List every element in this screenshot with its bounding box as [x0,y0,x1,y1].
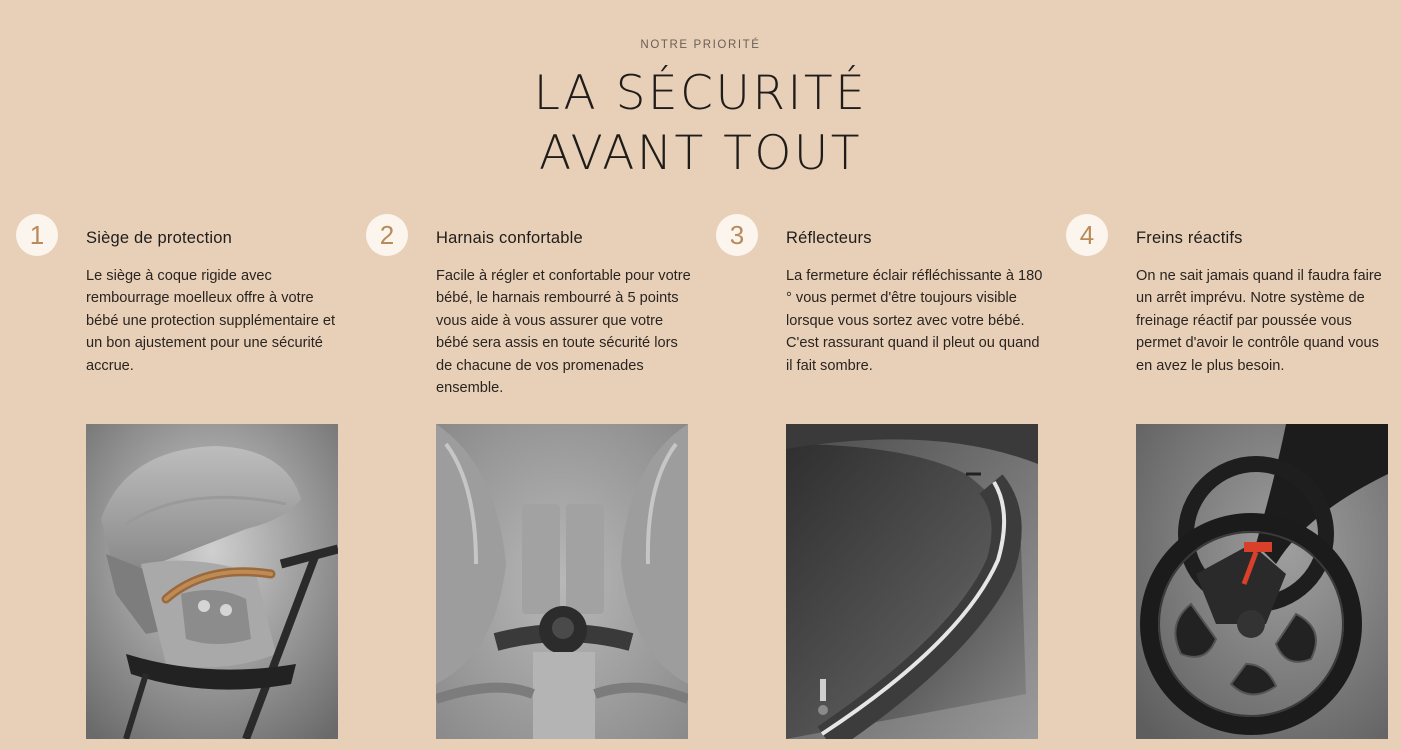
brake-wheels-photo [1136,424,1388,739]
section-eyebrow: NOTRE PRIORITÉ [640,39,761,51]
feature-number-badge: 1 [16,214,58,256]
headline-line-1: LA SÉCURITÉ [533,66,868,121]
harness-photo [436,424,688,739]
feature-title: Freins réactifs [1136,229,1243,247]
reflective-zipper-photo [786,424,1038,739]
headline-line-2: AVANT TOUT [538,126,863,181]
feature-card-reflectors [700,214,1050,750]
feature-card-brakes [1050,214,1400,750]
stroller-seat-photo [86,424,338,739]
feature-number-badge: 4 [1066,214,1108,256]
feature-title: Réflecteurs [786,229,872,247]
feature-title: Siège de protection [86,229,232,247]
section-headline [0,64,1401,184]
feature-number-badge: 3 [716,214,758,256]
feature-title: Harnais confortable [436,229,583,247]
feature-card-harness [350,214,700,750]
feature-description: On ne sait jamais quand il faudra faire un arrêt imprévu. Notre système de freinage réactif par poussée vous permet d'avoir le contrôle quand vous en avez le plus besoin. [1136,268,1382,374]
feature-description: La fermeture éclair réfléchissante à 180 ° vous permet d'être toujours visible lorsque vous sortez avec votre bébé. C'est rassurant quand il pleut ou quand il fait sombre. [786,268,1043,374]
feature-card-seat [0,214,350,750]
feature-description: Facile à régler et confortable pour votre bébé, le harnais rembourré à 5 points vous aide à vous assurer que votre bébé sera assis en toute sécurité lors de chacune de vos promenades ensemble. [436,268,691,397]
feature-description: Le siège à coque rigide avec rembourrage moelleux offre à votre bébé une protection supplémentaire et un bon ajustement pour une sécurité accrue. [86,268,336,374]
feature-number-badge: 2 [366,214,408,256]
